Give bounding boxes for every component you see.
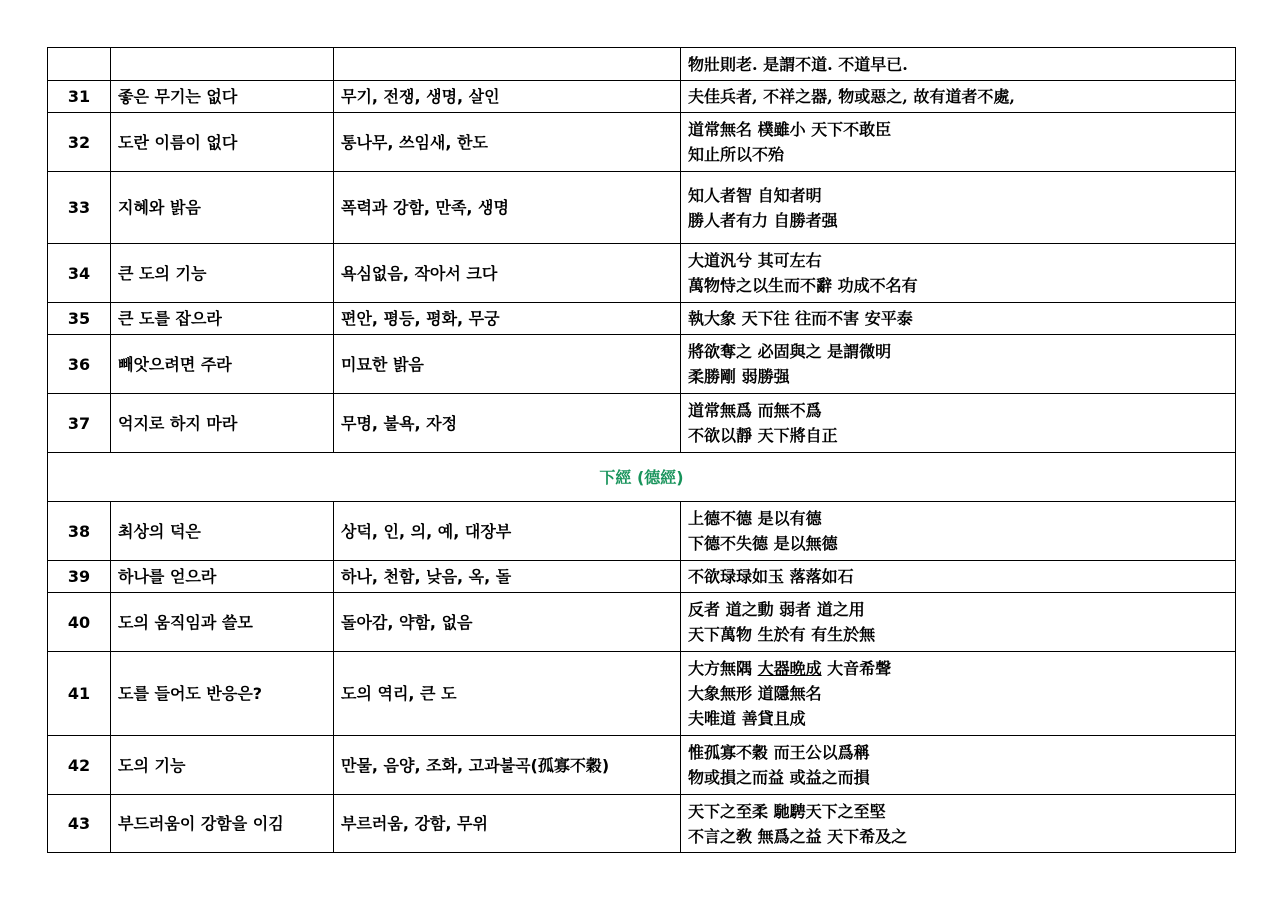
row-number: 33 (48, 172, 111, 244)
row-number: 35 (48, 303, 111, 335)
chapter-title: 도의 기능 (111, 736, 334, 795)
chapter-text: 夫佳兵者, 不祥之器, 物或惡之, 故有道者不處, (681, 81, 1236, 113)
chapter-text: 大道汎兮 其可左右 萬物恃之以生而不辭 功成不名有 (681, 244, 1236, 303)
chapter-text: 天下之至柔 馳騁天下之至堅 不言之敎 無爲之益 天下希及之 (681, 795, 1236, 853)
row-number: 36 (48, 335, 111, 394)
chapter-keywords: 통나무, 쓰임새, 한도 (334, 113, 681, 172)
table-row (48, 48, 1236, 81)
chapter-keywords: 도의 역리, 큰 도 (334, 652, 681, 736)
chapter-keywords: 상덕, 인, 의, 예, 대장부 (334, 502, 681, 561)
chapter-text: 惟孤寡不穀 而王公以爲稱 物或損之而益 或益之而損 (681, 736, 1236, 795)
table-row (48, 113, 1236, 172)
table-row (48, 593, 1236, 652)
table-row (48, 652, 1236, 736)
table-row (48, 172, 1236, 244)
chapter-text: 不欲琭琭如玉 落落如石 (681, 561, 1236, 593)
row-number (48, 48, 111, 81)
chapter-keywords: 하나, 천함, 낮음, 옥, 돌 (334, 561, 681, 593)
row-number: 34 (48, 244, 111, 303)
section-row (48, 453, 1236, 502)
chapter-title: 최상의 덕은 (111, 502, 334, 561)
table-row (48, 736, 1236, 795)
tao-te-ching-table (47, 47, 1236, 853)
chapter-keywords: 무기, 전쟁, 생명, 살인 (334, 81, 681, 113)
chapter-title: 큰 도의 기능 (111, 244, 334, 303)
chapter-title: 도를 들어도 반응은? (111, 652, 334, 736)
chapter-title: 억지로 하지 마라 (111, 394, 334, 453)
chapter-title: 좋은 무기는 없다 (111, 81, 334, 113)
chapter-title: 부드러움이 강함을 이김 (111, 795, 334, 853)
table-row (48, 81, 1236, 113)
row-number: 39 (48, 561, 111, 593)
section-header: 下經 (德經) (48, 453, 1236, 502)
chapter-keywords: 돌아감, 약함, 없음 (334, 593, 681, 652)
chapter-title: 빼앗으려면 주라 (111, 335, 334, 394)
table-row (48, 502, 1236, 561)
table-row (48, 561, 1236, 593)
chapter-text: 大方無隅 大器晩成 大音希聲 大象無形 道隱無名 夫唯道 善貸且成 (681, 652, 1236, 736)
row-number: 37 (48, 394, 111, 453)
chapter-text: 道常無爲 而無不爲 不欲以靜 天下將自正 (681, 394, 1236, 453)
chapter-keywords: 미묘한 밝음 (334, 335, 681, 394)
chapter-keywords: 폭력과 강함, 만족, 생명 (334, 172, 681, 244)
table-row (48, 244, 1236, 303)
chapter-title: 지혜와 밝음 (111, 172, 334, 244)
chapter-title: 큰 도를 잡으라 (111, 303, 334, 335)
chapter-title: 도란 이름이 없다 (111, 113, 334, 172)
chapter-text: 道常無名 樸雖小 天下不敢臣 知止所以不殆 (681, 113, 1236, 172)
emphasized-phrase: 大器晩成 (757, 659, 822, 678)
row-number: 43 (48, 795, 111, 853)
table-row (48, 795, 1236, 853)
row-number: 40 (48, 593, 111, 652)
chapter-title (111, 48, 334, 81)
row-number: 38 (48, 502, 111, 561)
row-number: 42 (48, 736, 111, 795)
chapter-title: 도의 움직임과 쓸모 (111, 593, 334, 652)
chapter-text: 物壯則老. 是謂不道. 不道早已. (681, 48, 1236, 81)
chapter-text: 執大象 天下往 往而不害 安平泰 (681, 303, 1236, 335)
chapter-keywords: 무명, 불욕, 자정 (334, 394, 681, 453)
chapter-text: 將欲奪之 必固與之 是謂微明 柔勝剛 弱勝强 (681, 335, 1236, 394)
chapter-keywords: 부르러움, 강함, 무위 (334, 795, 681, 853)
chapter-keywords: 편안, 평등, 평화, 무궁 (334, 303, 681, 335)
table-row (48, 335, 1236, 394)
chapter-text: 知人者智 自知者明 勝人者有力 自勝者强 (681, 172, 1236, 244)
chapter-title: 하나를 얻으라 (111, 561, 334, 593)
chapter-keywords (334, 48, 681, 81)
chapter-text: 反者 道之動 弱者 道之用 天下萬物 生於有 有生於無 (681, 593, 1236, 652)
row-number: 32 (48, 113, 111, 172)
row-number: 31 (48, 81, 111, 113)
chapter-keywords: 만물, 음양, 조화, 고과불곡(孤寡不穀) (334, 736, 681, 795)
table-row (48, 303, 1236, 335)
chapter-keywords: 욕심없음, 작아서 크다 (334, 244, 681, 303)
chapter-text: 上德不德 是以有德 下德不失德 是以無德 (681, 502, 1236, 561)
row-number: 41 (48, 652, 111, 736)
table-row (48, 394, 1236, 453)
